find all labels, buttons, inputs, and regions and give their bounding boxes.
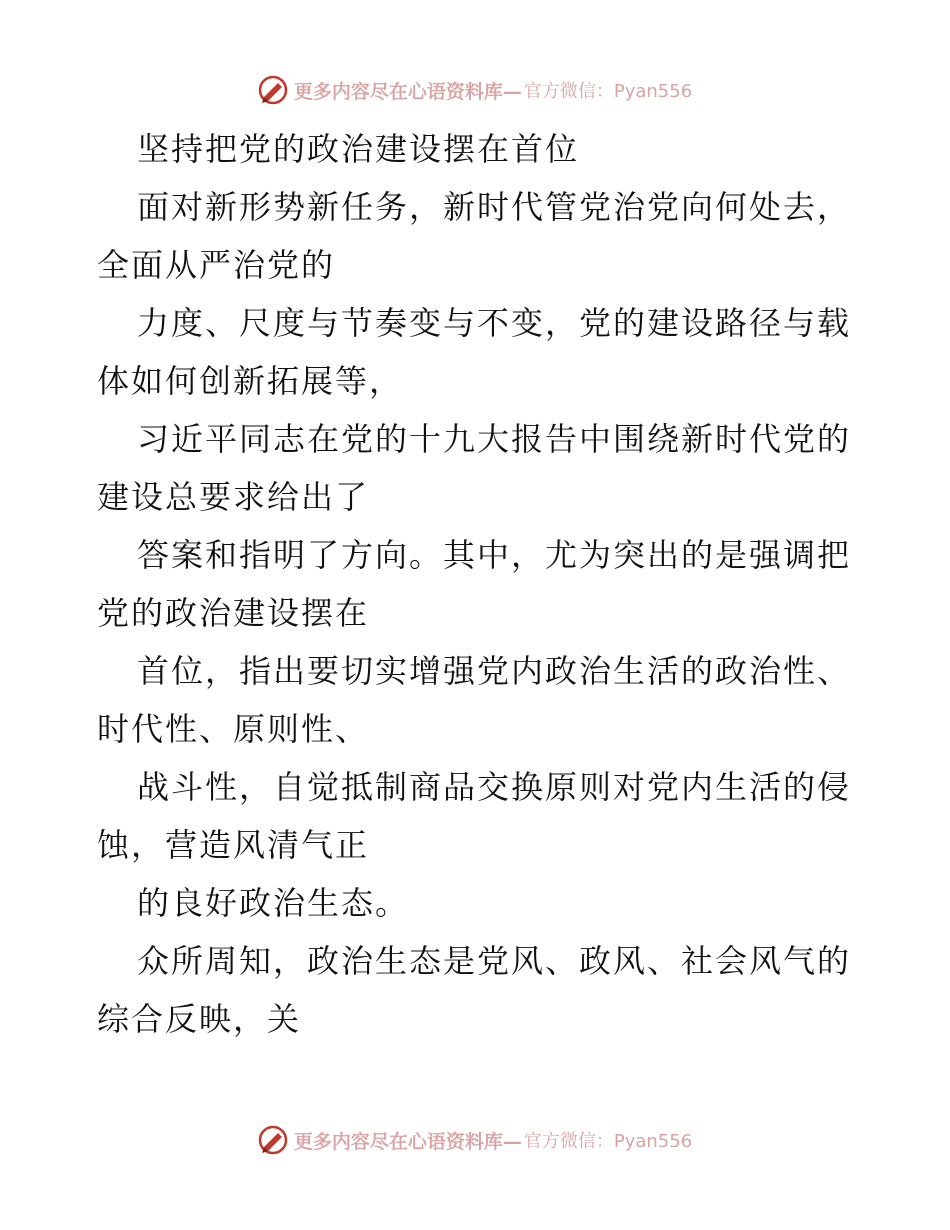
text-line: 时代性、原则性、	[97, 710, 370, 748]
footer-banner	[0, 1120, 950, 1160]
text-line: 体如何创新拓展等，	[97, 362, 404, 400]
text-line: 全面从严治党的	[97, 246, 336, 284]
text-line: 党的政治建设摆在	[97, 594, 370, 632]
text-line: 蚀，营造风清气正	[97, 826, 370, 864]
pen-logo-icon	[258, 1125, 288, 1155]
header-promo-text: 更多内容尽在心语资料库—	[293, 80, 522, 103]
text-line: 的良好政治生态。	[137, 884, 410, 922]
footer-promo-text: 更多内容尽在心语资料库—	[293, 1130, 522, 1153]
header-wechat-label: 官方微信：Pyan556	[523, 81, 693, 102]
text-line: 力度、尺度与节奏变与不变，党的建设路径与载	[137, 304, 852, 342]
body-text	[97, 120, 857, 1048]
text-line: 面对新形势新任务，新时代管党治党向何处去，	[137, 188, 852, 226]
footer-wechat-label: 官方微信：Pyan556	[523, 1131, 693, 1152]
pen-logo-icon	[258, 75, 288, 105]
text-line: 建设总要求给出了	[97, 478, 370, 516]
text-line: 习近平同志在党的十九大报告中围绕新时代党的	[137, 420, 852, 458]
text-line: 答案和指明了方向。其中，尤为突出的是强调把	[137, 536, 852, 574]
text-line: 首位，指出要切实增强党内政治生活的政治性、	[137, 652, 852, 690]
header-banner	[0, 70, 950, 110]
text-line: 战斗性，自觉抵制商品交换原则对党内生活的侵	[137, 768, 852, 806]
text-line: 坚持把党的政治建设摆在首位	[137, 130, 580, 168]
text-line: 众所周知，政治生态是党风、政风、社会风气的	[137, 942, 852, 980]
text-line: 综合反映，关	[97, 1000, 302, 1038]
